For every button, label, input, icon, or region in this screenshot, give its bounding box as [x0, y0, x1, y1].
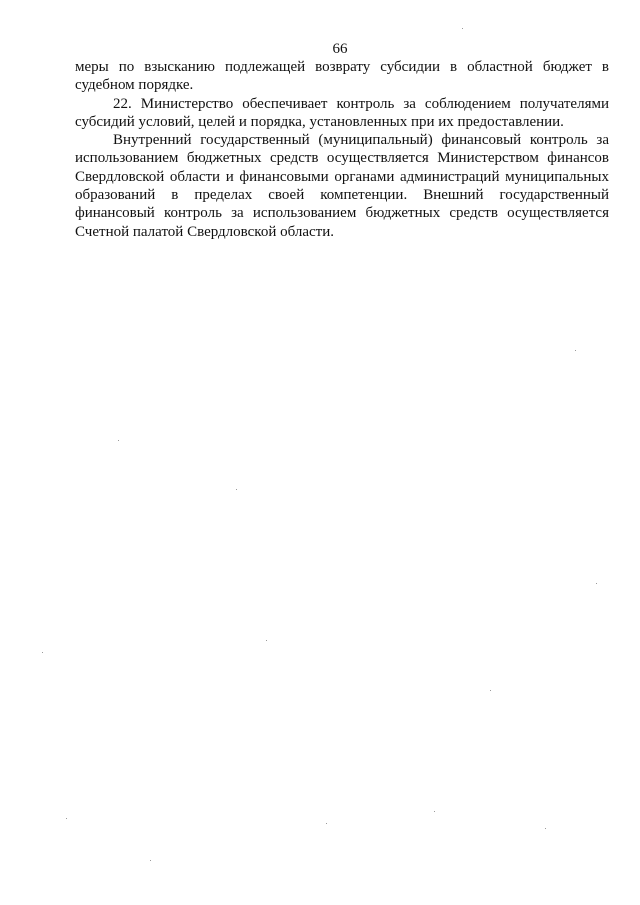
scan-speck — [326, 823, 327, 824]
scan-speck — [66, 818, 67, 819]
scan-speck — [236, 489, 237, 490]
scan-speck — [434, 811, 435, 812]
scan-speck — [490, 690, 491, 691]
scan-speck — [575, 350, 576, 351]
scan-speck — [545, 828, 546, 829]
paragraph-continuation: меры по взысканию подлежащей возврату субсидии в областной бюджет в судебном порядке. — [75, 59, 609, 94]
page-number: 66 — [332, 41, 348, 57]
scan-speck — [118, 440, 119, 441]
scan-speck — [596, 583, 597, 584]
paragraph-financial-control: Внутренний государственный (муниципальный) финансовый контроль за использованием бюджетных средств осуществляется Министерством финансов Свердловской области и финансовыми органами администраций муниципальных образований в пределах своей компетенции. Внешний государственный финансовый контроль за использованием бюджетных средств осуществляется Счетной палатой Свердловской области. — [75, 132, 609, 240]
scan-speck — [462, 28, 463, 29]
scan-speck — [150, 860, 151, 861]
scan-speck — [266, 640, 267, 641]
paragraph-item-22: 22. Министерство обеспечивает контроль за соблюдением получателями субсидий условий, целей и порядка, установленных при их предоставлении. — [75, 95, 609, 130]
document-body — [75, 58, 609, 241]
scan-speck — [42, 652, 43, 653]
